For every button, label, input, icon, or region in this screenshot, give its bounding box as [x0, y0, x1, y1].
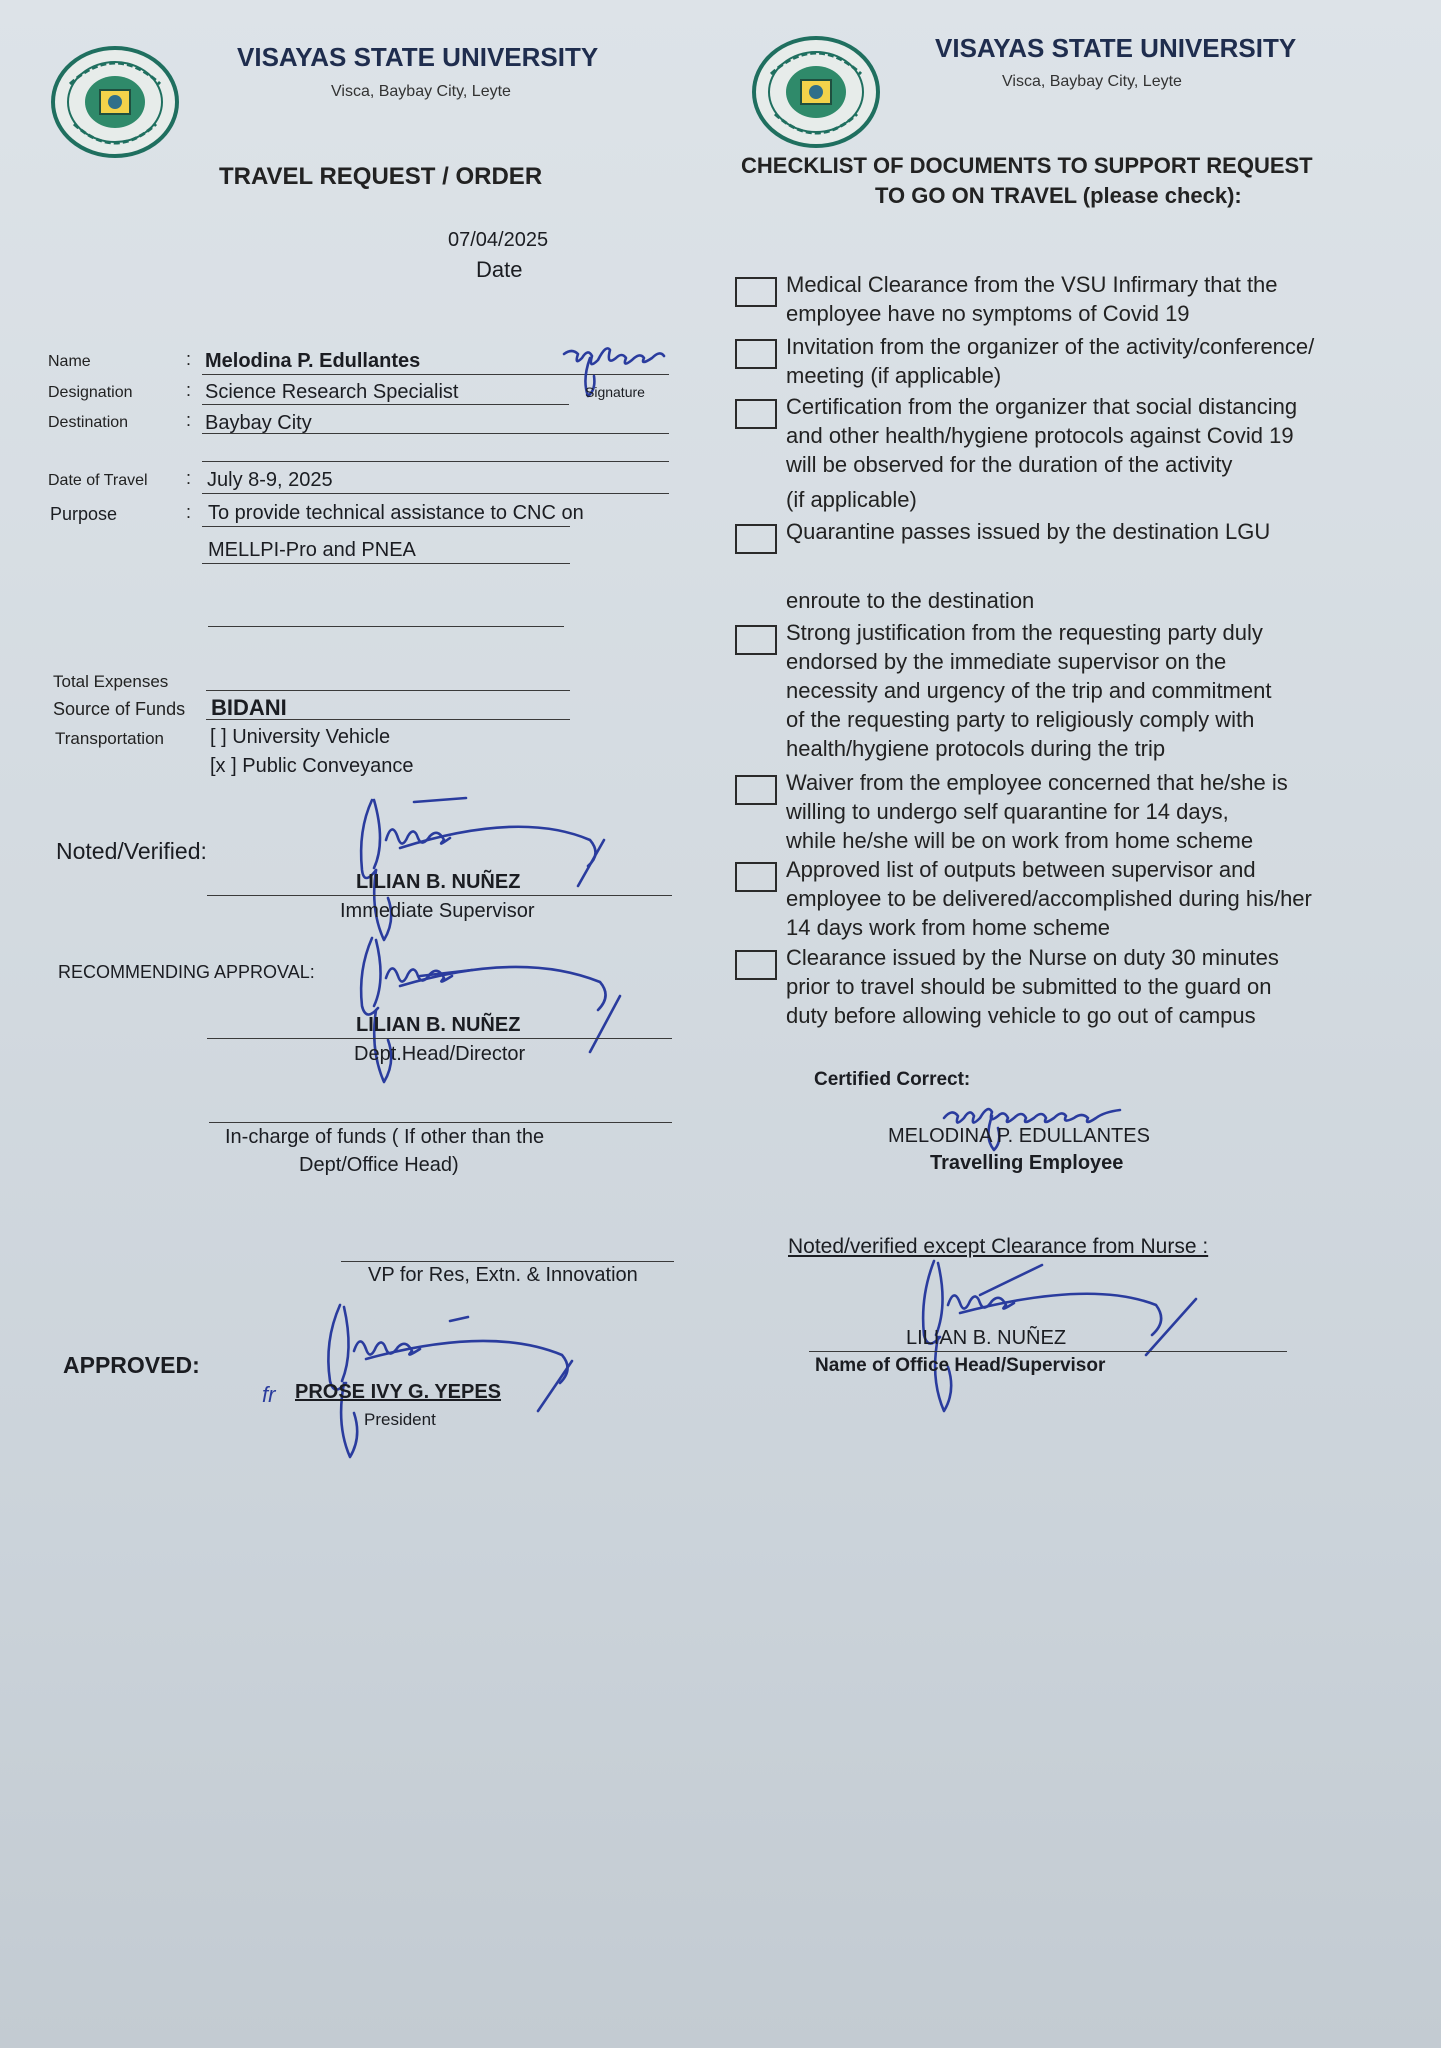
checklist-item-text: 14 days work from home scheme	[786, 915, 1111, 940]
checklist-item-text: Invitation from the organizer of the activity/conference/	[786, 334, 1315, 359]
approved-label: APPROVED:	[63, 1352, 200, 1378]
checklist-item-text: meeting (if applicable)	[786, 363, 1002, 388]
date-value: 07/04/2025	[448, 229, 549, 251]
incharge-line-1: In-charge of funds ( If other than the	[225, 1126, 545, 1148]
checklist-item-text: health/hygiene protocols during the trip	[786, 736, 1166, 761]
form-title: TRAVEL REQUEST / ORDER	[219, 163, 543, 190]
purpose-underline-1	[202, 526, 570, 527]
approved-role: President	[364, 1410, 436, 1429]
incharge-line-2: Dept/Office Head)	[299, 1154, 459, 1176]
university-address-left: Visca, Baybay City, Leyte	[331, 83, 511, 100]
university-name-right: VISAYAS STATE UNIVERSITY	[935, 33, 1297, 63]
noted-verified-label: Noted/Verified:	[56, 838, 207, 864]
destination-label: Destination	[48, 414, 129, 431]
checklist-item-text: willing to undergo self quarantine for 14 days,	[786, 799, 1229, 824]
checklist-item-text: endorsed by the immediate supervisor on the	[786, 649, 1227, 674]
checklist-title-line-1: CHECKLIST OF DOCUMENTS TO SUPPORT REQUEST	[741, 153, 1313, 178]
checklist-checkbox[interactable]	[735, 524, 777, 554]
checklist-item-text: while he/she will be on work from home scheme	[786, 828, 1254, 853]
checklist-checkbox[interactable]	[735, 277, 777, 307]
recommending-role: Dept.Head/Director	[354, 1043, 526, 1065]
checklist-item-text: (if applicable)	[786, 487, 917, 512]
checklist-checkbox[interactable]	[735, 775, 777, 805]
checklist-item-text: prior to travel should be submitted to the guard on	[786, 974, 1272, 999]
purpose-underline-3	[208, 626, 564, 627]
designation-colon: :	[186, 380, 192, 400]
destination-colon: :	[186, 410, 192, 430]
checklist-checkbox[interactable]	[735, 625, 777, 655]
vp-label: VP for Res, Extn. & Innovation	[368, 1264, 638, 1286]
total-expenses-underline	[206, 690, 570, 691]
university-seal-left	[48, 44, 182, 160]
office-head-underline	[809, 1351, 1287, 1352]
university-address-right: Visca, Baybay City, Leyte	[1002, 73, 1182, 90]
checklist-checkbox[interactable]	[735, 950, 777, 980]
checklist-item-text: Medical Clearance from the VSU Infirmary that the	[786, 272, 1278, 297]
office-head-name: LILIAN B. NUÑEZ	[906, 1327, 1067, 1349]
date-of-travel-colon: :	[186, 468, 192, 488]
checklist-item-text: necessity and urgency of the trip and commitment	[786, 678, 1272, 703]
date-label: Date	[476, 257, 523, 282]
vp-underline	[341, 1261, 674, 1262]
noted-name: LILIAN B. NUÑEZ	[356, 871, 521, 893]
noted-signature	[340, 790, 620, 950]
checklist-item-text: Strong justification from the requesting party duly	[786, 620, 1263, 645]
date-of-travel-value: July 8-9, 2025	[207, 469, 333, 491]
checklist-item-text: Quarantine passes issued by the destination LGU	[786, 519, 1271, 544]
date-of-travel-underline	[202, 493, 669, 494]
destination-underline-2	[202, 461, 669, 462]
checklist-checkbox[interactable]	[735, 399, 777, 429]
destination-underline	[202, 433, 669, 434]
office-head-role: Name of Office Head/Supervisor	[815, 1355, 1106, 1376]
recommending-underline	[207, 1038, 672, 1039]
noted-except-label: Noted/verified except Clearance from Nurse :	[788, 1235, 1209, 1258]
checklist-title-line-2: TO GO ON TRAVEL (please check):	[875, 183, 1242, 208]
source-of-funds-underline	[206, 719, 570, 720]
date-of-travel-label: Date of Travel	[48, 472, 148, 489]
designation-underline	[202, 404, 569, 405]
purpose-colon: :	[186, 502, 192, 522]
checklist-item-text: employee have no symptoms of Covid 19	[786, 301, 1190, 326]
checklist-item-text: Certification from the organizer that social distancing	[786, 394, 1298, 419]
checklist-checkbox[interactable]	[735, 862, 777, 892]
checklist-item-text: will be observed for the duration of the activity	[786, 452, 1233, 477]
transportation-label: Transportation	[55, 729, 164, 748]
noted-role: Immediate Supervisor	[340, 900, 535, 922]
checklist-item-text: Clearance issued by the Nurse on duty 30 minutes	[786, 945, 1279, 970]
purpose-line-1: To provide technical assistance to CNC on	[208, 502, 584, 524]
checklist-item-text: employee to be delivered/accomplished during his/her	[786, 886, 1312, 911]
purpose-label: Purpose	[50, 504, 118, 524]
checklist-item-text: duty before allowing vehicle to go out of campus	[786, 1003, 1256, 1028]
purpose-underline-2	[202, 563, 570, 564]
certified-role: Travelling Employee	[930, 1152, 1124, 1174]
recommending-signature	[340, 930, 630, 1090]
checklist-item-text: enroute to the destination	[786, 588, 1035, 613]
checklist-checkbox[interactable]	[735, 339, 777, 369]
noted-underline	[207, 895, 672, 896]
name-label: Name	[48, 353, 91, 370]
checklist-item-text: Waiver from the employee concerned that he/she is	[786, 770, 1288, 795]
transport-public-conveyance: [x ] Public Conveyance	[210, 755, 414, 777]
checklist-item-text: of the requesting party to religiously comply with	[786, 707, 1255, 732]
signature-label: Signature	[585, 384, 645, 400]
approved-prefix-initial: fr	[262, 1382, 276, 1407]
incharge-underline	[209, 1122, 672, 1123]
designation-value: Science Research Specialist	[205, 381, 459, 403]
total-expenses-label: Total Expenses	[53, 672, 169, 691]
approved-signature	[300, 1295, 590, 1465]
certified-correct-label: Certified Correct:	[814, 1069, 971, 1090]
university-name-left: VISAYAS STATE UNIVERSITY	[237, 42, 599, 72]
source-of-funds-label: Source of Funds	[53, 699, 186, 719]
designation-label: Designation	[48, 384, 133, 401]
checklist-item-text: and other health/hygiene protocols against Covid 19	[786, 423, 1294, 448]
destination-value: Baybay City	[205, 412, 312, 434]
recommending-name: LILIAN B. NUÑEZ	[356, 1014, 521, 1036]
checklist-item-text: Approved list of outputs between supervisor and	[786, 857, 1256, 882]
recommending-approval-label: RECOMMENDING APPROVAL:	[58, 962, 315, 982]
name-value: Melodina P. Edullantes	[205, 350, 421, 372]
name-colon: :	[186, 349, 192, 369]
approved-name: PROSE IVY G. YEPES	[295, 1381, 502, 1403]
university-seal-right	[749, 34, 883, 150]
certified-name: MELODINA P. EDULLANTES	[888, 1125, 1150, 1147]
source-of-funds-value: BIDANI	[211, 695, 287, 720]
purpose-line-2: MELLPI-Pro and PNEA	[208, 539, 416, 561]
transport-university-vehicle: [ ] University Vehicle	[210, 726, 391, 748]
